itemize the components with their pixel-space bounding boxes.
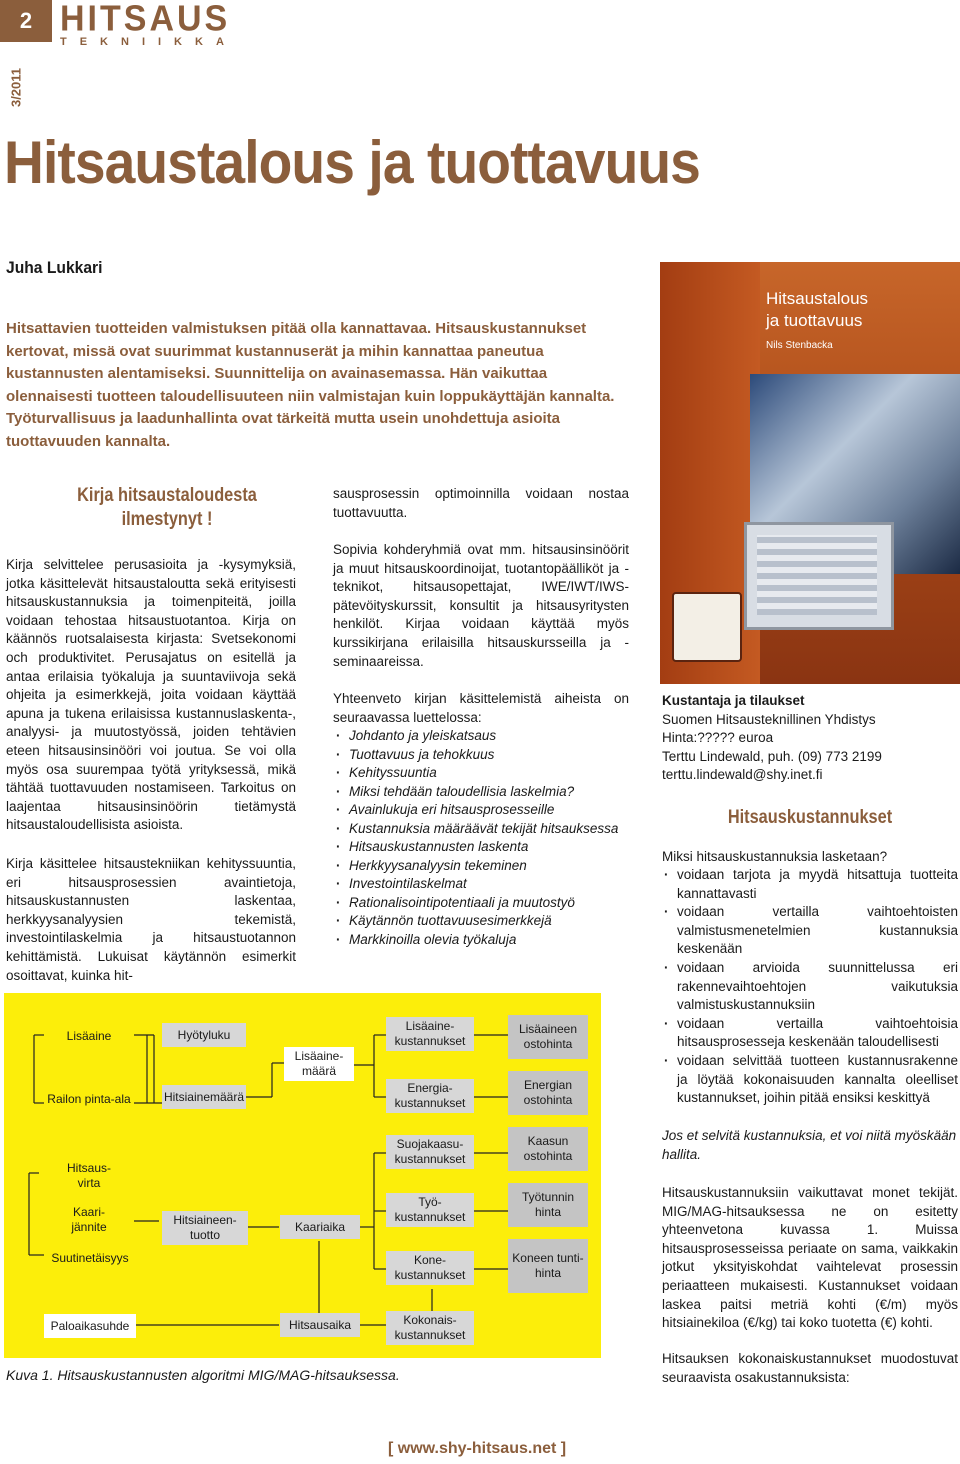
article-title: Hitsaustalous ja tuottavuus [4,129,700,196]
list-item: · Rationalisointipotentiaali ja muutostyö [333,894,633,913]
book-heading-line2: ilmestynyt ! [121,509,213,530]
list-item: · Johdanto ja yleiskatsaus [333,727,633,746]
issue-number: 3/2011 [8,67,24,108]
list-item: · Tuottavuus ja tehokkuus [333,746,633,765]
cost-algorithm-diagram [4,993,601,1358]
brand-subtitle: TEKNIIKKA [60,36,237,48]
list-item: · Herkkyysanalyysin tekeminen [333,857,633,876]
node-lisaainemaara: Lisäaine-määrä [284,1047,354,1081]
node-railon-pinta-ala: Railon pinta-ala [47,1091,131,1106]
node-hitsausvirta: Hitsaus-virta [66,1161,111,1190]
brand-logo: HITSAUS [60,0,231,39]
node-hyotyluku: Hyötyluku [162,1023,246,1047]
contact-price: Hinta:????? euroa [662,730,774,746]
list-item: · Investointilaskelmat [333,875,633,894]
node-lisaainekustannukset: Lisäaine-kustannukset [386,1017,474,1051]
node-hitsiaineentuotto: Hitsiaineen-tuotto [162,1211,248,1245]
cover-title-line1: Hitsaustalous [766,289,869,308]
node-energian-ostohinta: Energian ostohinta [508,1071,588,1115]
node-kokonaiskustannukset: Kokonais-kustannukset [386,1311,474,1345]
figure-caption: Kuva 1. Hitsauskustannusten algoritmi MIG/MAG-hitsauksessa. [6,1367,400,1383]
node-lisaaine: Lisäaine [66,1028,112,1043]
node-hitsausaika: Hitsausaika [280,1313,360,1337]
node-hitsiainemaara: Hitsiainemäärä [162,1085,246,1109]
contact-email[interactable]: terttu.lindewald@shy.inet.fi [662,767,823,783]
lead-paragraph: Hitsattavien tuotteiden valmistuksen pitää olla kannattavaa. Hitsauskustannukset kertovat, missä ovat suurimmat kustannuserät ja mihin kannattaa paneutua kustannusten alentamiseksi. Suunnittelija on avainasemassa. Hän vaikuttaa olennaisesti tuotteen taloudellisuuteen niin valmistajan kuin loppukäyttäjän kannalta. Työturvallisuus ja laadunhallinta ovat tärkeitä mutta usein unohdettuja asioita tuottavuuden kannalta. [6,320,615,450]
book-cover-image [660,262,960,684]
list-item: · Avainlukuja eri hitsausprosesseille [333,801,633,820]
col2-paragraph-2: Sopivia kohderyhmiä ovat mm. hitsausinsinöörit ja muut hitsauskoordinoijat, tuotantopäälliköt ja -teknikot, hitsausopettajat, IWE/IWT/IWS-pätevöityskurssit, konsultit ja hitsausyritysten henkilöt. Kirjaa voidaan käyttää myös kurssikirjana erilaisilla hitsauskursseilla ja -seminaareissa. [333,542,629,669]
contact-heading: Kustantaja ja tilaukset [662,693,805,708]
costs-intro: Miksi hitsauskustannuksia lasketaan? [662,849,888,864]
cover-screen-graphic [744,522,894,630]
book-heading-line1: Kirja hitsaustaloudesta [77,485,257,506]
cover-title-line2: ja tuottavuus [766,311,863,330]
reasons-list [662,866,958,1108]
footer-link[interactable]: [ www.shy-hitsaus.net ] [388,1440,567,1457]
col2-paragraph-3: Yhteenveto kirjan käsittelemistä aiheista on seuraavassa luettelossa: [333,691,629,725]
contact-org: Suomen Hitsausteknillinen Yhdistys [662,711,876,727]
node-kaariaika: Kaariaika [280,1215,360,1239]
author-name: Juha Lukkari [6,258,103,277]
list-item: · voidaan vertailla vaihtoehtoisia hitsausprosesseja keskenään taloudellisesti [662,1015,958,1052]
node-konekustannukset: Kone-kustannukset [386,1251,474,1285]
list-item: · Kustannuksia määräävät tekijät hitsauksessa [333,820,633,839]
list-item: · Miksi tehdään taloudellisia laskelmia? [333,783,633,802]
col1-paragraph-1: Kirja selvittelee perusasioita ja -kysymyksiä, jotka käsittelevät hitsaustaloutta sekä erityisesti hitsauskustannuksia ja toimenpiteitä, joilla voidaan tehostaa hitsaustuotantoa. Kirja on käännös ruotsalaisesta kirjasta: Svetsekonomi och produktivitet. Perusajatus on esitellä ja antaa erilaisia työkaluja ja suuntaviivoja sekä ohjeita ja esimerkkejä, joita voidaan käyttää apuna ja tukena erilaisissa kustannuslaskenta-, analyysi- ja muutostyössä, joiden tehtävien eteen hitsausinsinööri voi joutua. Se voi olla myös osa suurempaa työtä yrityksessä, mikä tähtää tuottavuuden nostamiseen. Tarkoitus on laajentaa hitsausinsinöörin tietämystä hitsaustaloudellisista asioista. [6,557,296,833]
cover-title [766,288,868,332]
node-suutinetaisyys: Suutinetäisyys [51,1250,129,1265]
list-item: · Markkinoilla olevia työkaluja [333,931,633,950]
publisher-contact [662,692,960,785]
cover-author: Nils Stenbacka [766,340,833,351]
node-suojakaasukustannukset: Suojakaasu-kustannukset [386,1135,474,1169]
book-heading [29,484,306,532]
cover-logo-icon [672,592,742,662]
topics-list [333,727,633,949]
costs-heading: Hitsauskustannukset [727,807,893,828]
list-item: · voidaan selvittää tuotteen kustannusrakenne ja löytää kokonaisuuden kannalta oleelliset kustannukset, joihin pitää ensiksi keskittyä [662,1052,958,1108]
node-lisaaineen-ostohinta: Lisäaineen ostohinta [508,1015,588,1059]
list-item: · voidaan arvioida suunnittelussa eri rakennevaihtoehtojen vaikutuksia valmistuskustannuksiin [662,959,958,1015]
node-kaasun-ostohinta: Kaasun ostohinta [508,1127,588,1171]
node-tyotunnin-hinta: Työtunnin hinta [508,1183,588,1227]
costs-quote: Jos et selvitä kustannuksia, et voi niitä myöskään hallita. [662,1128,957,1162]
costs-paragraph-3: Hitsauksen kokonaiskustannukset muodostuvat seuraavista osakustannuksista: [662,1351,958,1385]
list-item: · Hitsauskustannusten laskenta [333,838,633,857]
node-energiakustannukset: Energia-kustannukset [386,1079,474,1113]
list-item: · voidaan tarjota ja myydä hitsattuja tuotteita kannattavasti [662,866,958,903]
list-item: · Kehityssuuntia [333,764,633,783]
node-kaarijannite: Kaari-jännite [71,1205,107,1234]
page-number: 2 [0,0,52,42]
node-paloaikasuhde: Paloaikasuhde [44,1314,136,1338]
node-koneen-tuntihinta: Koneen tunti-hinta [508,1239,588,1293]
list-item: · voidaan vertailla vaihtoehtoisten valmistusmenetelmien kustannuksia keskenään [662,903,958,959]
list-item: · Käytännön tuottavuusesimerkkejä [333,912,633,931]
contact-person: Terttu Lindewald, puh. (09) 773 2199 [662,748,882,764]
costs-paragraph-2: Hitsauskustannuksiin vaikuttavat monet tekijät. MIG/MAG-hitsauksessa ne on esitetty yhteenvetona kuvassa 1. Muissa hitsausprosesseissa periaate on sama, vaikkakin jotkut yksityiskohdat vaihtelevat prosessin periaatteen mukaisesti. Kustannukset voidaan laskea paitsi metriä kohti (€/m) myös hitsiainekiloa (€/kg) tai koko tuotetta (€) kohti. [662,1185,958,1331]
node-tyokustannukset: Työ-kustannukset [386,1193,474,1227]
col1-paragraph-2: Kirja käsittelee hitsaustekniikan kehityssuuntia, eri hitsausprosessien avaintietoja, hitsauskustannusten laskentaa, herkkyysanalyysien tekemistä, investointilaskelmia ja hitsaustuotannon kehittämistä. Lukuisat käytännön esimerkit osoittavat, kuinka hit- [6,856,296,983]
col2-paragraph-1: sausprosessin optimoinnilla voidaan nostaa tuottavuutta. [333,486,629,520]
